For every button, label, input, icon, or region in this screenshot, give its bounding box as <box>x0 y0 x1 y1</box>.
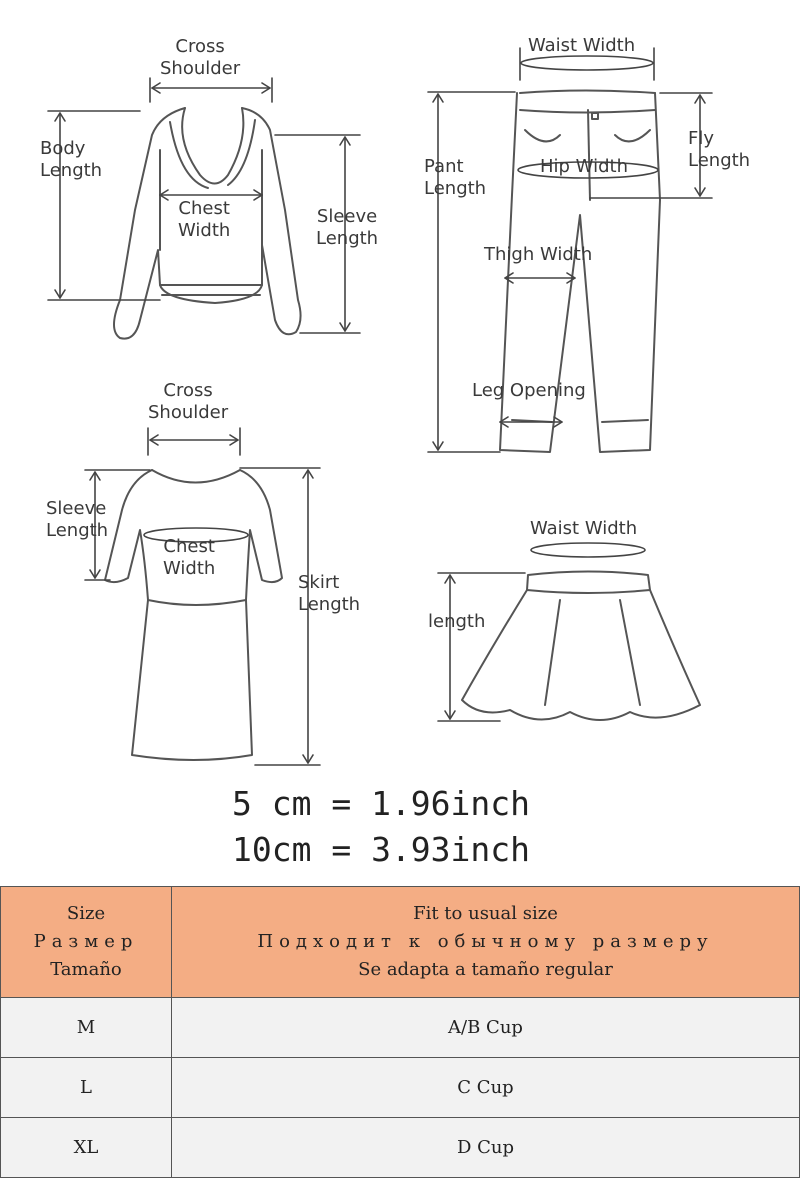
dress-arrows <box>85 428 320 765</box>
size-header-cell <box>1 887 172 998</box>
pants-pant-length-label <box>424 156 486 200</box>
label-line: Pant <box>424 156 464 177</box>
size-table <box>0 886 800 1178</box>
dress-sleeve-length-label <box>46 498 108 542</box>
size-table-header <box>1 887 800 998</box>
size-header-ru: Размер <box>33 931 139 952</box>
size-header-en: Size <box>66 903 106 924</box>
size-header-es: Tamaño <box>50 959 122 980</box>
skirt-length-label: length <box>428 611 486 632</box>
sweater-body-length-label <box>40 138 102 182</box>
label-line: Skirt <box>298 572 340 593</box>
label-line: Cross <box>163 380 213 401</box>
label-line: Width <box>178 220 231 241</box>
size-cell: L <box>1 1058 172 1118</box>
fit-header-ru: Подходит к обычному размеру <box>257 931 714 952</box>
fit-header-cell <box>172 887 800 998</box>
sweater-cross-shoulder-label <box>160 36 240 80</box>
pants-leg-opening-label: Leg Opening <box>472 380 586 401</box>
cup-cell: A/B Cup <box>172 998 800 1058</box>
table-row <box>1 1118 800 1178</box>
label-line: Chest <box>178 198 230 219</box>
cup-cell: C Cup <box>172 1058 800 1118</box>
dress-chest-width-label <box>163 536 215 580</box>
label-line: Sleeve <box>46 498 107 519</box>
label-line: Length <box>46 520 109 541</box>
fit-header-es: Se adapta a tamaño regular <box>358 959 613 980</box>
label-line: Shoulder <box>160 58 241 79</box>
pants-thigh-width-label: Thigh Width <box>484 244 593 265</box>
conversion-line-10cm: 10cm = 3.93inch <box>232 830 531 869</box>
skirt-waist-width-label: Waist Width <box>530 518 638 539</box>
sweater-sleeve-length-label <box>316 206 378 250</box>
label-line: Length <box>298 594 361 615</box>
pants-fly-length-label <box>688 128 750 172</box>
skirt-sketch <box>462 572 700 721</box>
label-line: Sleeve <box>316 206 378 227</box>
dress-sketch <box>105 470 282 760</box>
label-line: Shoulder <box>148 402 229 423</box>
cup-cell: D Cup <box>172 1118 800 1178</box>
label-line: Length <box>316 228 379 249</box>
size-cell: XL <box>1 1118 172 1178</box>
label-line: Length <box>40 160 103 181</box>
dress-cross-shoulder-label <box>148 380 228 424</box>
dress-skirt-length-label <box>298 572 360 616</box>
label-line: Chest <box>163 536 215 557</box>
table-row <box>1 998 800 1058</box>
conversion-line-5cm: 5 cm = 1.96inch <box>232 784 531 823</box>
size-cell: M <box>1 998 172 1058</box>
label-line: Length <box>424 178 487 199</box>
sweater-chest-width-label <box>178 198 230 242</box>
pants-waist-width-label: Waist Width <box>528 35 636 56</box>
label-line: Cross <box>175 36 225 57</box>
label-line: Length <box>688 150 751 171</box>
table-row <box>1 1058 800 1118</box>
fit-header-en: Fit to usual size <box>413 903 558 924</box>
pants-hip-width-label: Hip Width <box>540 156 628 177</box>
label-line: Body <box>40 138 86 159</box>
label-line: Fly <box>688 128 715 149</box>
label-line: Width <box>163 558 216 579</box>
